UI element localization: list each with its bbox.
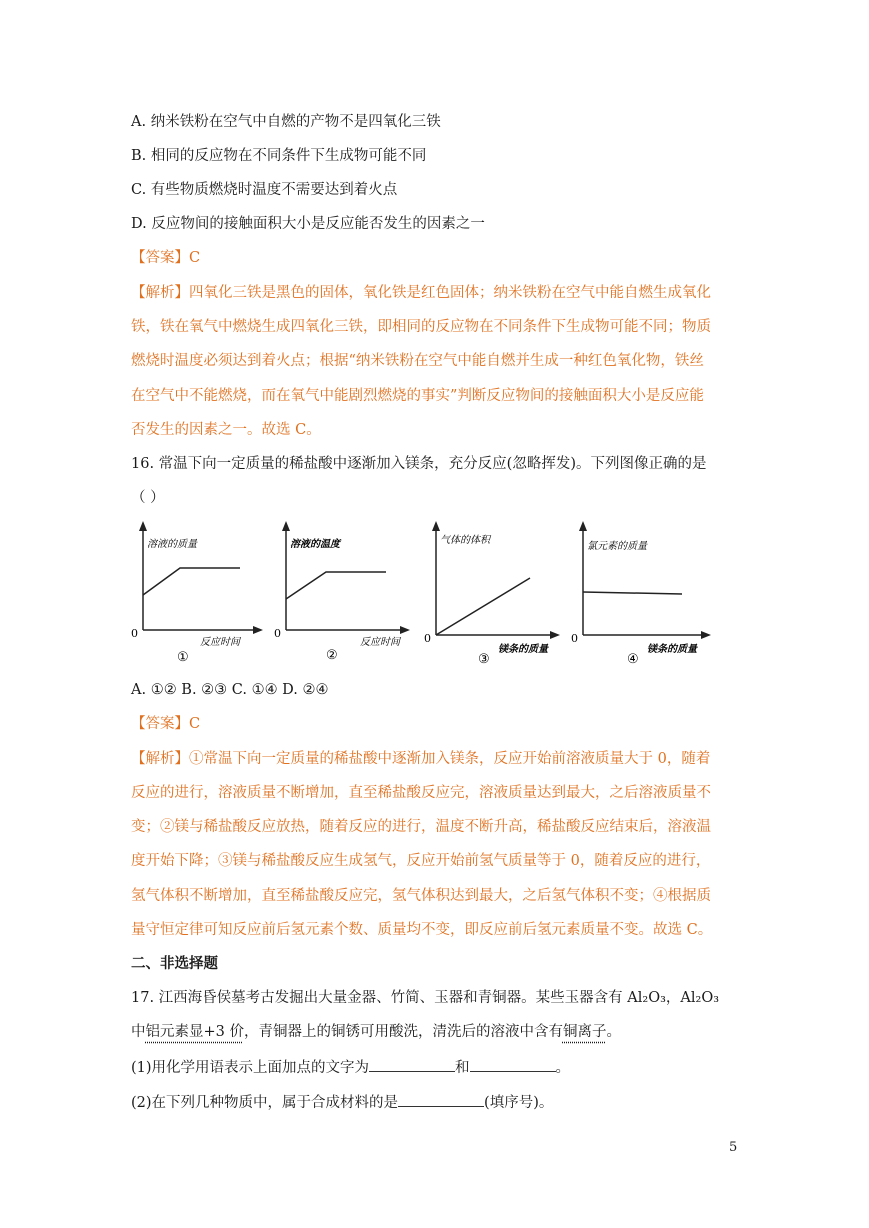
analysis-text: ①常温下向一定质量的稀盐酸中逐渐加入镁条，反应开始前溶液质量大于 0，随着 [189, 751, 711, 767]
graph-1-xlabel: 反应时间 [200, 637, 240, 648]
section-heading: 二、非选择题 [131, 955, 218, 972]
answer-blank-1[interactable] [369, 1057, 455, 1072]
q16-analysis-line-1 [131, 749, 710, 769]
graph-2-xlabel: 反应时间 [360, 637, 400, 648]
analysis-tag: 【解析】 [131, 751, 189, 767]
graph-3-number: ③ [478, 652, 490, 665]
graph-1-number: ① [177, 650, 189, 665]
q17-sub-2-end: (填序号)。 [484, 1095, 554, 1111]
q16-options: A. ①② B. ②③ C. ①④ D. ②④ [131, 682, 329, 698]
q17-sub-1-text: (1)用化学用语表示上面加点的文字为 [131, 1060, 370, 1076]
q16-analysis-line-4: 度开始下降；③镁与稀盐酸反应生成氢气，反应开始前氢气质量等于 0，随着反应的进行， [131, 853, 711, 869]
graph-4-xlabel: 镁条的质量 [647, 644, 697, 655]
graph-1-ylabel: 溶液的质量 [147, 539, 197, 550]
analysis-text: 四氧化三铁是黑色的固体，氧化铁是红色固体；纳米铁粉在空气中能自燃生成氧化 [189, 285, 711, 301]
graph-4 [565, 515, 715, 665]
graph-2-number: ② [326, 648, 338, 663]
q17-emphasis-2: 铜离子 [562, 1024, 607, 1040]
graph-4-number: ④ [627, 652, 639, 665]
graph-3 [418, 515, 563, 665]
graph-1 [125, 515, 265, 665]
answer-blank-3[interactable] [398, 1092, 484, 1107]
q17-line-2 [131, 1022, 621, 1042]
q15-option-d: D. 反应物间的接触面积大小是反应能否发生的因素之一 [131, 216, 485, 232]
graph-2 [268, 515, 413, 665]
q17-text: ，青铜器上的铜锈可用酸洗，清洗后的溶液中含有 [243, 1024, 563, 1040]
q16-stem: 16. 常温下向一定质量的稀盐酸中逐渐加入镁条，充分反应(忽略挥发)。下列图像正确的是 [131, 456, 707, 472]
q17-sub-2 [131, 1092, 553, 1113]
analysis-tag: 【解析】 [131, 285, 189, 301]
q17-text: 中 [131, 1024, 146, 1040]
answer-blank-2[interactable] [470, 1057, 556, 1072]
graph-4-origin: 0 [571, 632, 578, 645]
q16-analysis-line-3: 变；②镁与稀盐酸反应放热，随着反应的进行，温度不断升高，稀盐酸反应结束后，溶液温 [131, 819, 711, 835]
q15-analysis-line-1 [131, 283, 711, 303]
graph-3-origin: 0 [424, 632, 431, 645]
q16-paren: （ ） [131, 490, 165, 506]
q15-analysis-line-4: 在空气中不能燃烧，而在氧气中能剧烈燃烧的事实”判断反应物间的接触面积大小是反应能 [131, 388, 704, 404]
graph-2-ylabel: 溶液的温度 [290, 539, 340, 550]
q16-analysis-line-2: 反应的进行，溶液质量不断增加，直至稀盐酸反应完，溶液质量达到最大，之后溶液质量不 [131, 785, 711, 801]
q17-sub-1-end: 。 [555, 1060, 571, 1076]
q15-option-c: C. 有些物质燃烧时温度不需要达到着火点 [131, 182, 398, 198]
q16-analysis-line-6: 量守恒定律可知反应前后氢元素个数、质量均不变，即反应前后氢元素质量不变。故选 C。 [131, 922, 713, 938]
q15-option-b: B. 相同的反应物在不同条件下生成物可能不同 [131, 148, 427, 164]
q17-sub-1-and: 和 [455, 1060, 470, 1076]
page-number: 5 [729, 1140, 738, 1155]
graph-1-origin: 0 [131, 627, 138, 640]
q15-analysis-line-3: 燃烧时温度必须达到着火点；根据“纳米铁粉在空气中能自燃并生成一种红色氧化物，铁丝 [131, 353, 704, 369]
q17-text: 。 [606, 1024, 621, 1040]
q17-line-1: 17. 江西海昏侯墓考古发掘出大量金器、竹简、玉器和青铜器。某些玉器含有 Al₂O₃，Al₂O₃ [131, 990, 720, 1006]
q17-emphasis-1: 铝元素显+3 价 [145, 1024, 244, 1040]
q16-analysis-line-5: 氢气体积不断增加，直至稀盐酸反应完，氢气体积达到最大，之后氢气体积不变；④根据质 [131, 888, 711, 904]
q17-sub-2-text: (2)在下列几种物质中，属于合成材料的是 [131, 1095, 399, 1111]
q15-analysis-line-2: 铁，铁在氧气中燃烧生成四氧化三铁，即相同的反应物在不同条件下生成物可能不同；物质 [131, 319, 711, 335]
q15-analysis-line-5: 否发生的因素之一。故选 C。 [131, 422, 321, 438]
q16-answer: 【答案】C [131, 716, 201, 732]
graph-3-xlabel: 镁条的质量 [498, 644, 548, 655]
graph-3-ylabel: 气体的体积 [440, 535, 490, 546]
q15-option-a: A. 纳米铁粉在空气中自燃的产物不是四氧化三铁 [131, 114, 441, 130]
q15-answer: 【答案】C [131, 250, 201, 266]
graph-2-origin: 0 [274, 627, 281, 640]
graph-4-ylabel: 氯元素的质量 [587, 541, 647, 552]
q17-sub-1 [131, 1057, 570, 1078]
